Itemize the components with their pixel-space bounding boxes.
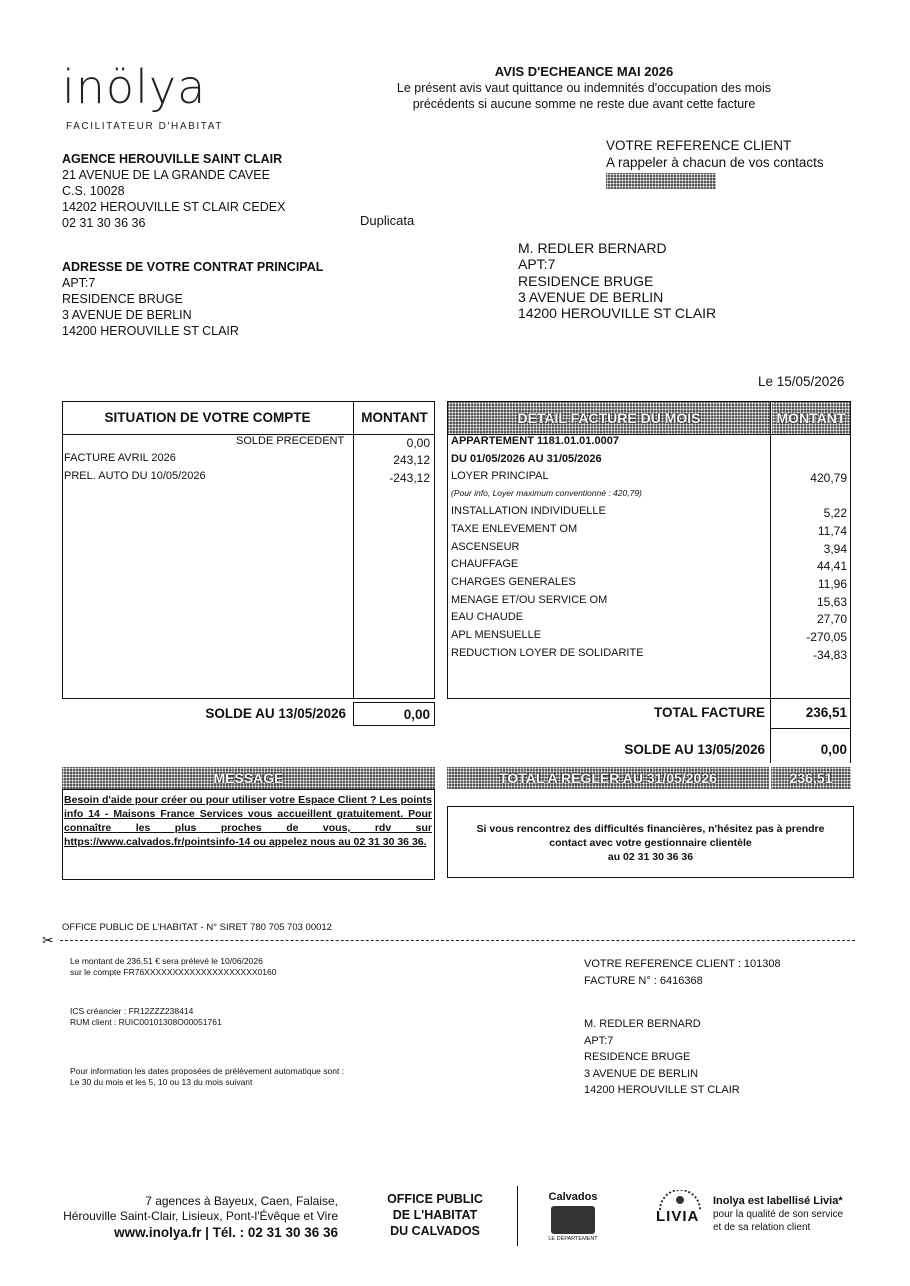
coupon-invoice-number: FACTURE N° : 6416368 <box>584 975 703 987</box>
invoice-line-amount: 5,22 <box>823 506 847 520</box>
invoice-total-value: 236,51 <box>805 705 847 720</box>
invoice-line-label: TAXE ENLEVEMENT OM <box>451 523 578 535</box>
coupon-sepa <box>70 1006 222 1028</box>
livia-label-line: et de sa relation client <box>713 1222 811 1233</box>
invoice-line-label: MENAGE ET/OU SERVICE OM <box>451 594 608 606</box>
livia-label-line: Inolya est labellisé Livia* <box>713 1195 843 1207</box>
agency-phone: 02 31 30 36 36 <box>62 216 146 230</box>
livia-label <box>713 1195 843 1234</box>
coupon-right <box>584 956 781 990</box>
contract-title: ADRESSE DE VOTRE CONTRAT PRINCIPAL <box>62 260 324 274</box>
invoice-line-label: CHARGES GENERALES <box>451 576 576 588</box>
invoice-line-label: REDUCTION LOYER DE SOLIDARITE <box>451 647 644 659</box>
client-ref-subtitle: A rappeler à chacun de vos contacts <box>606 155 824 170</box>
account-balance-value: 0,00 <box>403 707 430 722</box>
coupon-info-line: Pour information les dates proposées de prélèvement automatique sont : <box>70 1066 345 1076</box>
coupon-address-line: 14200 HEROUVILLE ST CLAIR <box>584 1084 740 1096</box>
invoice-line-amount: 11,74 <box>817 524 847 538</box>
agency-line: C.S. 10028 <box>62 184 125 198</box>
invoice-line-label: EAU CHAUDE <box>451 611 524 623</box>
invoice-line-label: APL MENSUELLE <box>451 629 542 641</box>
invoice-line-amount: 420,79 <box>810 471 847 485</box>
invoice-line-label: LOYER PRINCIPAL <box>451 470 549 482</box>
contract-line: 3 AVENUE DE BERLIN <box>62 308 192 322</box>
client-ref-block <box>606 137 824 189</box>
invoice-line-amount: 27,70 <box>816 612 847 626</box>
calvados-title: Calvados <box>548 1191 598 1203</box>
coupon-ics: ICS créancier : FR12ZZZ238414 <box>70 1006 194 1016</box>
coupon-address-line: RESIDENCE BRUGE <box>584 1051 691 1063</box>
notice-sub-2: précédents si aucune somme ne reste due avant cette facture <box>412 97 756 111</box>
difficulty-phone: au 02 31 30 36 36 <box>607 851 694 863</box>
difficulty-line: Si vous rencontrez des difficultés financières, n'hésitez pas à prendre <box>476 823 825 835</box>
recipient-line: 3 AVENUE DE BERLIN <box>518 288 664 305</box>
footer-agencies-line: Hérouville Saint-Clair, Lisieux, Pont-l'Évêque et Vire <box>63 1209 338 1223</box>
header-block <box>360 64 808 112</box>
recipient-line: M. REDLER BERNARD <box>518 240 667 256</box>
document-date: Le 15/05/2026 <box>758 374 845 389</box>
coupon-account: sur le compte FR76XXXXXXXXXXXXXXXXXXXX0160 <box>70 967 277 977</box>
contract-line: APT:7 <box>62 276 96 290</box>
agency-block <box>62 151 285 231</box>
footer-website: www.inolya.fr <box>114 1225 202 1240</box>
invoice-line-label: INSTALLATION INDIVIDUELLE <box>451 505 606 517</box>
coupon-rum: RUM client : RUIC00101308O00051761 <box>70 1017 222 1027</box>
coupon-ref: VOTRE REFERENCE CLIENT : 101308 <box>584 958 781 970</box>
agency-line: 21 AVENUE DE LA GRANDE CAVEE <box>62 168 270 182</box>
coupon-info-line: Le 30 du mois et les 5, 10 ou 13 du mois suivant <box>70 1077 253 1087</box>
invoice-apartment: APPARTEMENT 1181.01.01.0007 <box>451 435 619 447</box>
account-row-amount: 243,12 <box>393 453 430 467</box>
invoice-line-label: ASCENSEUR <box>451 541 520 553</box>
footer-office <box>380 1191 490 1239</box>
invoice-line-amount: 15,63 <box>816 595 847 609</box>
total-to-pay-value: 236,51 <box>771 767 851 789</box>
recipient-line: 14200 HEROUVILLE ST CLAIR <box>518 305 717 322</box>
invoice-line-amount: 44,41 <box>816 559 847 573</box>
invoice-balance-value: 0,00 <box>820 742 847 757</box>
recipient-line: RESIDENCE BRUGE <box>518 272 654 289</box>
account-balance-label: SOLDE AU 13/05/2026 <box>205 706 346 721</box>
footer-office-line: OFFICE PUBLIC <box>387 1192 483 1206</box>
difficulty-text <box>447 822 854 864</box>
account-row-amount: -243,12 <box>389 471 430 485</box>
account-amount-header: MONTANT <box>361 410 428 425</box>
livia-wordmark: LIVIA <box>656 1208 700 1225</box>
invoice-line-note: (Pour info, Loyer maximum conventionné : 420,79) <box>451 488 642 498</box>
account-title: SITUATION DE VOTRE COMPTE <box>104 410 311 425</box>
coupon-info <box>70 1066 344 1088</box>
contract-line: RESIDENCE BRUGE <box>62 292 183 306</box>
client-ref-title: VOTRE REFERENCE CLIENT <box>606 138 792 153</box>
client-ref-redacted <box>606 173 716 189</box>
agency-line: 14202 HEROUVILLE ST CLAIR CEDEX <box>62 200 286 214</box>
message-text: Besoin d'aide pour créer ou pour utiliser votre Espace Client ? Les points info 14 - Maisons France Services vous accueillent gratuitement. Pour connaître les plus proches de vous, rdv sur https://www.calvados.fr/pointsinfo-14 ou appelez nous au 02 31 30 36 36. <box>64 794 432 848</box>
invoice-line-amount: 3,94 <box>823 542 847 556</box>
inolya-logo: inölya <box>62 60 207 114</box>
footer-phone: | Tél. : 02 31 30 36 36 <box>205 1225 338 1240</box>
footer-office-line: DE L'HABITAT <box>392 1208 478 1222</box>
coupon-address-line: 3 AVENUE DE BERLIN <box>584 1067 699 1080</box>
coupon-address-line: M. REDLER BERNARD <box>584 1018 701 1030</box>
logo-tagline: FACILITATEUR D'HABITAT <box>66 121 223 132</box>
invoice-line-label: CHAUFFAGE <box>451 558 519 570</box>
account-row-label: SOLDE PRECEDENT <box>236 435 345 447</box>
scissors-icon: ✂ <box>42 932 54 948</box>
livia-label-line: pour la qualité de son service <box>713 1209 844 1220</box>
coupon-debit-amount: Le montant de 236,51 € sera prélevé le 10/06/2026 <box>70 956 263 966</box>
footer-agencies-line: 7 agences à Bayeux, Caen, Falaise, <box>145 1194 338 1208</box>
coupon-left <box>70 956 276 978</box>
coupon-address-line: APT:7 <box>584 1034 614 1047</box>
account-row-amount: 0,00 <box>406 436 430 450</box>
footer-office-line: DU CALVADOS <box>390 1224 480 1238</box>
account-row-label: PREL. AUTO DU 10/05/2026 <box>64 470 206 482</box>
duplicata-label: Duplicata <box>360 213 415 228</box>
contract-block <box>62 259 323 339</box>
invoice-amount-header: MONTANT <box>772 402 850 434</box>
recipient-block <box>518 240 716 321</box>
notice-sub-1: Le présent avis vaut quittance ou indemnités d'occupation des mois <box>396 81 772 95</box>
cut-line <box>60 940 855 941</box>
calvados-logo <box>540 1191 606 1242</box>
livia-logo <box>654 1190 706 1236</box>
invoice-total-label: TOTAL FACTURE <box>654 705 765 720</box>
coupon-address <box>584 1016 740 1099</box>
invoice-line-amount: -270,05 <box>806 630 847 644</box>
calvados-subtitle: LE DÉPARTEMENT <box>548 1236 598 1242</box>
invoice-period: DU 01/05/2026 AU 31/05/2026 <box>451 453 602 465</box>
recipient-line: APT:7 <box>518 256 556 273</box>
invoice-title: DETAIL FACTURE DU MOIS <box>448 402 770 434</box>
contract-line: 14200 HEROUVILLE ST CLAIR <box>62 324 239 338</box>
invoice-line-amount: 11,96 <box>817 577 847 591</box>
footer-agencies <box>40 1194 338 1242</box>
calvados-emblem-icon <box>551 1206 595 1234</box>
message-title: MESSAGE <box>62 767 435 789</box>
difficulty-line: contact avec votre gestionnaire clientèle <box>549 837 752 849</box>
invoice-line-amount: -34,83 <box>812 648 847 662</box>
agency-name: AGENCE HEROUVILLE SAINT CLAIR <box>62 152 283 166</box>
notice-title: AVIS D'ECHEANCE MAI 2026 <box>494 64 674 79</box>
invoice-balance-label: SOLDE AU 13/05/2026 <box>624 742 765 757</box>
total-to-pay-title: TOTAL A REGLER AU 31/05/2026 <box>447 767 769 789</box>
account-row-label: FACTURE AVRIL 2026 <box>64 452 176 464</box>
siret-line: OFFICE PUBLIC DE L'HABITAT - N° SIRET 780 705 703 00012 <box>62 922 332 933</box>
